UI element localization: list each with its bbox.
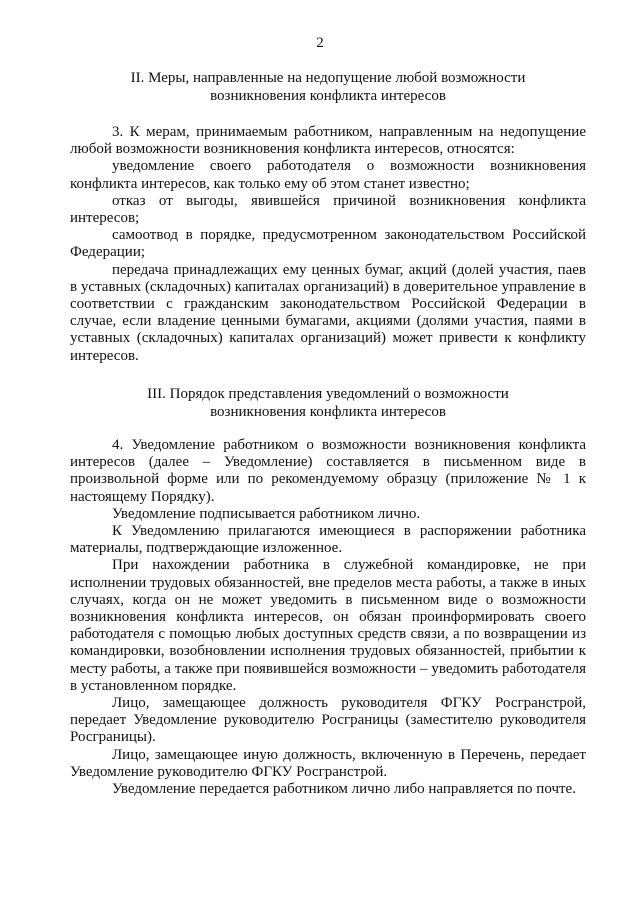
section-3-heading-line-2: возникновения конфликта интересов bbox=[210, 404, 446, 420]
section-2-heading-line-1: II. Меры, направленные на недопущение любой возможности bbox=[130, 70, 526, 86]
page-number: 2 bbox=[316, 35, 324, 51]
section-3-heading bbox=[70, 385, 586, 421]
section-2-body bbox=[70, 124, 586, 365]
paragraph-director-submits: Лицо, замещающее должность руководителя ФГКУ Росгранстрой, передает Уведомление руководителю Росграницы (заместителю руководителя Росграницы). bbox=[70, 695, 586, 746]
section-2-heading-line-2: возникновения конфликта интересов bbox=[210, 88, 446, 104]
paragraph-3: 3. К мерам, принимаемым работником, направленным на недопущение любой возможности возникновения конфликта интересов, относятся: bbox=[70, 124, 586, 158]
paragraph-4: 4. Уведомление работником о возможности возникновения конфликта интересов (далее – Уведомление) составляется в письменном виде в произвольной форме или по рекомендуемому образцу (приложение № 1 к настоящему Порядку). bbox=[70, 437, 586, 505]
paragraph-other-position-submits: Лицо, замещающее иную должность, включенную в Перечень, передает Уведомление руководителю ФГКУ Росгранстрой. bbox=[70, 746, 586, 780]
paragraph-delivery-method: Уведомление передается работником лично либо направляется по почте. bbox=[112, 781, 576, 798]
paragraph-signed-personally: Уведомление подписывается работником лично. bbox=[112, 505, 421, 522]
paragraph-attachments: К Уведомлению прилагаются имеющиеся в распоряжении работника материалы, подтверждающие изложенное. bbox=[70, 523, 586, 557]
paragraph-refuse-benefit: отказ от выгоды, явившейся причиной возникновения конфликта интересов; bbox=[70, 192, 586, 227]
section-3-body bbox=[70, 437, 586, 798]
paragraph-business-trip: При нахождении работника в служебной командировке, не при исполнении трудовых обязанностей, вне пределов места работы, а также в иных случаях, когда он не может уведомить в письменном виде о возможности возникновения конфликта интересов, он обязан проинформировать своего работодателя с помощью любых доступных средств связи, а по возвращении из командировки, возобновлении исполнения трудовых обязанностей, прибытии к месту работы, а также при появившейся возможности – уведомить работодателя в установленном порядке. bbox=[70, 557, 586, 694]
paragraph-notify-employer: уведомление своего работодателя о возможности возникновения конфликта интересов, как только ему об этом станет известно; bbox=[70, 158, 586, 192]
section-3-heading-line-1: III. Порядок представления уведомлений о возможности bbox=[147, 386, 509, 402]
section-2-heading bbox=[70, 69, 586, 105]
paragraph-recusal: самоотвод в порядке, предусмотренном законодательством Российской Федерации; bbox=[70, 227, 586, 261]
paragraph-trust-management: передача принадлежащих ему ценных бумаг, акций (долей участия, паев в уставных (складочных) капиталах организаций) в доверительное управление в соответствии с гражданским законодательством Российской Федерации в случае, если владение ценными бумагами, акциями (долями участия, паями в уставных (складочных) капиталах организаций) может привести к конфликту интересов. bbox=[70, 261, 586, 364]
